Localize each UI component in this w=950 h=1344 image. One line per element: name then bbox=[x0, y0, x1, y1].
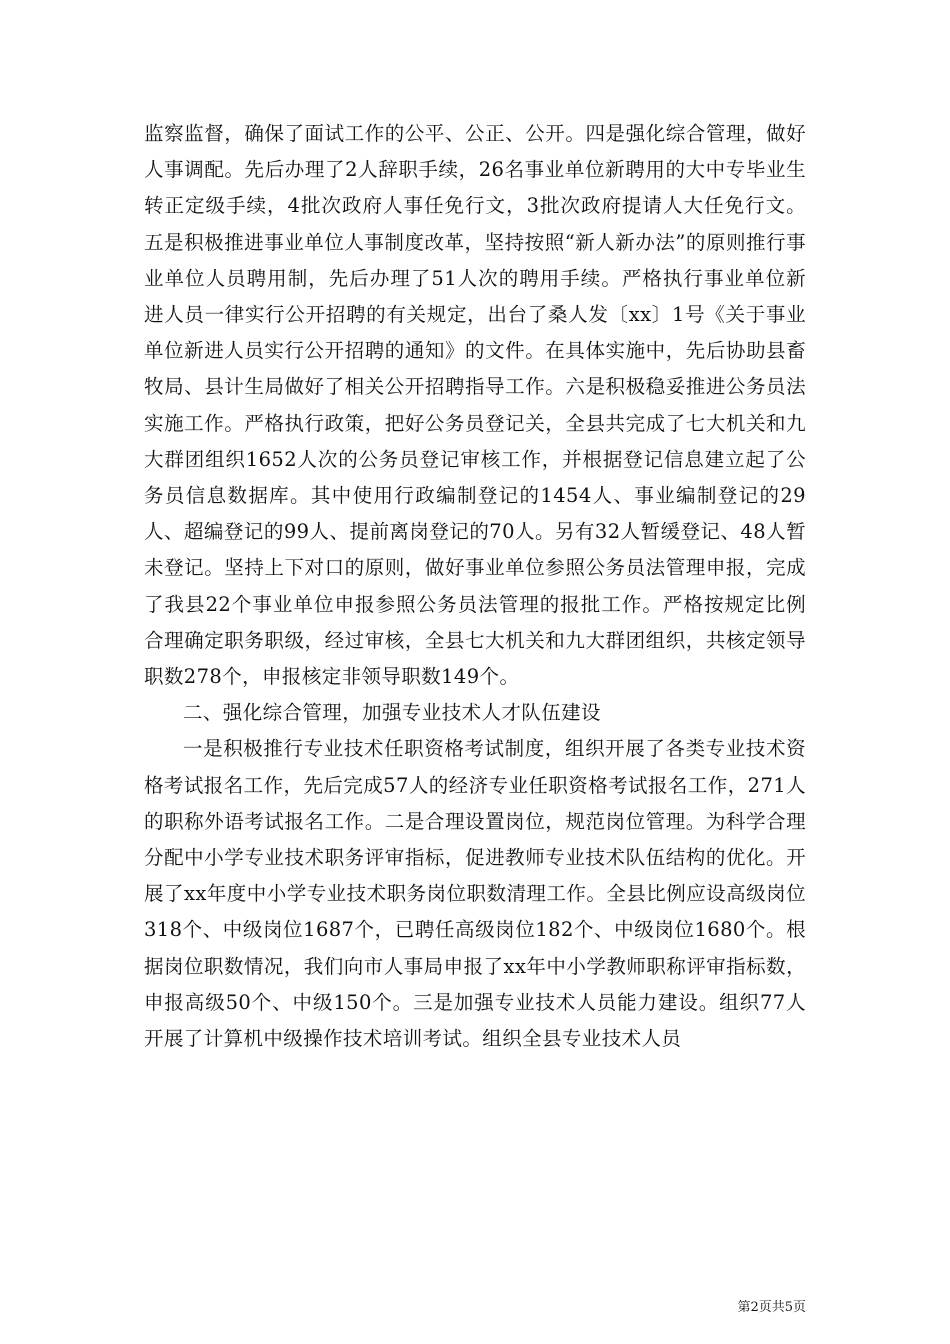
document-body bbox=[144, 116, 806, 1057]
page-footer bbox=[737, 1300, 806, 1316]
section-heading: 二、强化综合管理，加强专业技术人才队伍建设 bbox=[183, 701, 601, 725]
paragraph-continued: 监察监督，确保了面试工作的公平、公正、公开。四是强化综合管理，做好人事调配。先后办理了2人辞职手续，26名事业单位新聘用的大中专毕业生转正定级手续，4批次政府人事任免行文，3批次政府提请人大任免行文。五是积极推进事业单位人事制度改革，坚持按照“新人新办法”的原则推行事业单位人员聘用制，先后办理了51人次的聘用手续。严格执行事业单位新进人员一律实行公开招聘的有关规定，出台了桑人发〔xx〕1号《关于事业单位新进人员实行公开招聘的通知》的文件。在具体实施中，先后协助县畜牧局、县计生局做好了相关公开招聘指导工作。六是积极稳妥推进公务员法实施工作。严格执行政策，把好公务员登记关，全县共完成了七大机关和九大群团组织1652人次的公务员登记审核工作，并根据登记信息建立起了公务员信息数据库。其中使用行政编制登记的1454人、事业编制登记的29人、超编登记的99人、提前离岗登记的70人。另有32人暂缓登记、48人暂未登记。坚持上下对口的原则，做好事业单位参照公务员法管理申报，完成了我县22个事业单位申报参照公务员法管理的报批工作。严格按规定比例合理确定职务职级，经过审核，全县七大机关和九大群团组织，共核定领导职数278个，申报核定非领导职数149个。 bbox=[144, 122, 806, 689]
paragraph: 一是积极推行专业技术任职资格考试制度，组织开展了各类专业技术资格考试报名工作，先后完成57人的经济专业任职资格考试报名工作，271人的职称外语考试报名工作。二是合理设置岗位，规范岗位管理。为科学合理分配中小学专业技术职务评审指标，促进教师专业技术队伍结构的优化。开展了xx年度中小学专业技术职务岗位职数清理工作。全县比例应设高级岗位318个、中级岗位1687个，已聘任高级岗位182个、中级岗位1680个。根据岗位职数情况，我们向市人事局申报了xx年中小学教师职称评审指标数，申报高级50个、中级150个。三是加强专业技术人员能力建设。组织77人开展了计算机中级操作技术培训考试。组织全县专业技术人员 bbox=[144, 737, 806, 1051]
page-number-label: 第2页共5页 bbox=[737, 1300, 806, 1315]
